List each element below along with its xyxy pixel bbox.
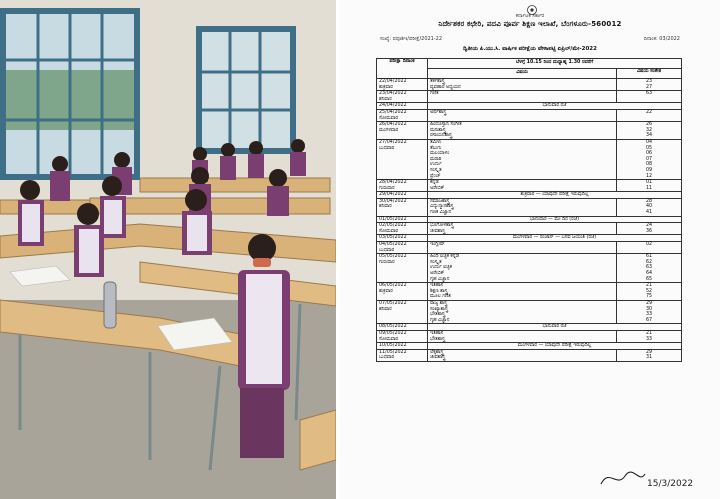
exam-date-cell [377,216,428,223]
exam-date-cell [377,139,428,179]
subject-name: ತಮಿಳು [430,139,442,145]
exam-date-cell [377,223,428,235]
signature [595,462,705,492]
exam-day: ಶುಕ್ರವಾರ [379,288,393,294]
exam-date-cell [377,122,428,140]
exam-day: ಗುರುವಾರ [379,185,395,191]
subject-code: 06 [645,151,653,157]
exam-day: ಸೋಮವಾರ [379,115,399,121]
header-time: ಬೆಳಗ್ಗೆ 10.15 ರಿಂದ ಮಧ್ಯಾಹ್ನ 1.30 ರವರೆಗೆ [428,59,682,69]
classroom-illustration [0,0,336,499]
subject-code: 62 [645,259,653,265]
code-cell [617,223,682,235]
table-row [377,79,682,91]
subject-code: 61 [645,254,653,260]
exam-date-cell [377,235,428,242]
exam-date: 22/04/2022 [379,79,407,84]
reference-date: ದಿನಾಂಕ: 03/2022 [643,36,680,42]
table-row [377,283,682,301]
table-row [377,330,682,342]
exam-date: 01/05/2022 [379,216,407,222]
subject-cell [428,283,617,301]
subject-code: 40 [645,204,653,210]
subject-name: ಗೃಹ ವಿಜ್ಞಾನ [430,317,450,323]
exam-date-cell [377,330,428,342]
subject-name: ಗಣಿತ [430,91,439,97]
exam-date-cell [377,103,428,110]
subject-code: 07 [645,156,653,162]
subject-name: ಮೂಲ ಗಣಿತ [430,294,451,300]
subject-code: 29 [645,300,653,306]
subject-cell [428,139,617,179]
subject-code: 75 [645,294,653,300]
exam-date: 05/05/2022 [379,254,407,260]
exam-day: ಶನಿವಾರ [379,306,392,312]
code-cell [617,180,682,192]
exam-date: 23/04/2022 [379,91,407,97]
subject-name: ಅರೇಬಿಕ್ [430,185,445,191]
exam-date: 27/04/2022 [379,139,407,145]
subject-code: 52 [645,288,653,294]
subject-name: ರಸಾಯನಶಾಸ್ತ್ರ [430,133,453,139]
table-row [377,349,682,361]
exam-date: 07/05/2022 [379,300,407,306]
subject-cell [428,122,617,140]
subject-code: 09 [645,167,653,173]
exam-date-cell [377,198,428,216]
subject-code: 05 [645,145,653,151]
exam-date-cell [377,79,428,91]
subject-name: ತೆಲುಗು [430,145,442,151]
subject-code: 02 [645,242,653,248]
code-cell [617,330,682,342]
exam-day: ಸೋಮವಾರ [379,228,399,234]
exam-date: 04/05/2022 [379,242,407,248]
subject-code: 04 [645,139,653,145]
water-bottle [104,282,116,328]
table-row [377,242,682,254]
exam-date: 25/04/2022 [379,109,407,115]
exam-date: 30/04/2022 [379,198,407,204]
subject-code: 36 [645,228,653,234]
exam-date: 11/05/2022 [379,349,407,355]
exam-day: ಶನಿವಾರ [379,204,392,210]
subject-name: ಉರ್ದು ಐಚ್ಛಿಕ [430,265,452,271]
subject-code: 30 [645,306,653,312]
subject-name: ಉರ್ದು [430,162,442,168]
exam-date-cell [377,300,428,323]
subject-name: ಹಿಂದೂಸ್ತಾನಿ ಸಂಗೀತ [430,122,462,128]
subject-name: ಶಿಕ್ಷಣ ಶಾಸ್ತ್ರ [430,288,448,294]
holiday-note: ಭಾನುವಾರ — ಮೇ ದಿನ (ರಜೆ) [428,216,682,223]
subject-name: ಕನ್ನಡ [430,180,439,186]
exam-date-cell [377,254,428,283]
table-row [377,254,682,283]
subject-cell [428,330,617,342]
exam-date: 10/05/2022 [379,343,407,349]
subject-code: 28 [645,198,653,204]
subject-code: 65 [645,276,653,282]
exam-date-cell [377,109,428,121]
subject-name: ಫ್ರೆಂಚ್ [430,173,441,179]
subject-code: 23 [645,79,653,84]
subject-name: ಸಮಾಜಶಾಸ್ತ್ರ [430,198,450,204]
subject-name: ಮರಾಠಿ [430,156,442,162]
subject-name: ಇತಿಹಾಸ [430,283,444,289]
subject-code: 01 [645,180,653,186]
subject-name: ಸಂಸ್ಕೃತ [430,259,442,265]
subject-name: ಗೃಹ ವಿಜ್ಞಾನ [430,276,450,282]
code-cell [617,300,682,323]
code-cell [617,283,682,301]
exam-date-cell [377,343,428,350]
table-row [377,324,682,331]
subject-name: ಜೀವಶಾಸ್ತ್ರ [430,228,446,234]
table-row [377,300,682,323]
exam-date-cell [377,242,428,254]
exam-date: 09/05/2022 [379,330,407,336]
subject-code: 31 [645,355,653,361]
table-row [377,109,682,121]
code-cell [617,254,682,283]
exam-day: ಮಂಗಳವಾರ [379,127,399,133]
exam-date: 06/05/2022 [379,283,407,289]
subject-name: ಜೀವಶಾಸ್ತ್ರ [430,355,446,361]
subject-name: ಅರ್ಥಶಾಸ್ತ್ರ [430,109,447,115]
subject-name: ಭೌತಶಾಸ್ತ್ರ [430,336,446,342]
code-cell [617,122,682,140]
holiday-note: ಶುಕ್ರವಾರ — ಯಾವುದೇ ಪರೀಕ್ಷೆ ಇರುವುದಿಲ್ಲ [428,192,682,199]
exam-date: 02/05/2022 [379,223,407,229]
subject-name: ಸಂಸ್ಕೃತ [430,167,442,173]
timetable-table [376,58,682,362]
subject-name: ಹಿಂದಿ ಐಚ್ಛಿಕ ಕನ್ನಡ [430,254,459,260]
timetable-title: ದ್ವಿತೀಯ ಪಿ.ಯು.ಸಿ. ವಾರ್ಷಿಕ ಪರೀಕ್ಷೆಯ ವೇಳಾಪಟ್ಟಿ ಏಪ್ರಿಲ್/ಮೇ-2022 [463,46,597,52]
subject-cell [428,79,617,91]
subject-cell [428,223,617,235]
exam-hall-photo [0,0,336,499]
window-right [196,26,296,154]
subject-name: ತರ್ಕಶಾಸ್ತ್ರ [430,79,445,84]
exam-date-cell [377,349,428,361]
holiday-note: ಭಾನುವಾರ ರಜೆ [428,324,682,331]
subject-name: ಮಲಯಾಳಂ [430,151,450,157]
subject-name: ಮನಃಶಾಸ್ತ್ರ [430,127,446,133]
subject-name: ವಿದ್ಯುನ್ಮಾನಶಾಸ್ತ್ರ [430,204,454,210]
code-cell [617,79,682,91]
subject-code: 24 [645,223,653,229]
subject-code: 33 [645,336,653,342]
holiday-note: ಮಂಗಳವಾರ — ರಂಜಾನ್ — ಬಸವ ಜಯಂತಿ (ರಜೆ) [428,235,682,242]
exam-date: 26/04/2022 [379,122,407,128]
subject-code: 11 [645,185,653,191]
subject-name: ಗಣಕ ವಿಜ್ಞಾನ [430,210,452,216]
subject-code: 67 [645,317,653,323]
subject-code: 27 [645,84,653,90]
exam-date-cell [377,283,428,301]
table-row [377,235,682,242]
subject-code: 64 [645,271,653,276]
subject-code: 41 [645,210,653,216]
subject-code: 26 [645,122,653,128]
exam-date: 08/05/2022 [379,324,407,330]
government-label: ಕರ್ನಾಟಕ ಸರ್ಕಾರ [515,13,545,19]
holiday-note: ಮಂಗಳವಾರ — ಯಾವುದೇ ಪರೀಕ್ಷೆ ಇರುವುದಿಲ್ಲ [428,343,682,350]
exam-day: ಬುಧವಾರ [379,247,395,253]
subject-code: 21 [645,283,653,289]
subject-cell [428,254,617,283]
subject-name: ಸಂಖ್ಯಾಶಾಸ್ತ್ರ [430,306,448,312]
table-row [377,139,682,179]
subject-code: 34 [645,133,653,139]
subject-cell [428,242,617,254]
subject-name: ಇತಿಹಾಸ [430,330,444,336]
header-code: ವಿಷಯ ಸಂಕೇತ [617,69,682,79]
table-row [377,198,682,216]
subject-code: 12 [645,173,653,179]
signature-date: 15/3/2022 [647,479,694,489]
subject-code: 21 [645,330,653,336]
subject-name: ಲೆಕ್ಕಶಾಸ್ತ್ರ [430,349,444,355]
code-cell [617,139,682,179]
table-row [377,192,682,199]
table-row [377,180,682,192]
subject-code: 08 [645,162,653,168]
exam-day: ಗುರುವಾರ [379,259,395,265]
code-cell [617,91,682,103]
subject-name: ಅರೇಬಿಕ್ [430,271,445,276]
subject-cell [428,180,617,192]
subject-code: 63 [645,265,653,271]
exam-date: 29/04/2022 [379,192,407,198]
subject-name: ರಾಜ್ಯ ಶಾಸ್ತ್ರ [430,300,448,306]
subject-code: 22 [645,109,653,115]
exam-day: ಸೋಮವಾರ [379,336,399,342]
exam-date-cell [377,91,428,103]
exam-day: ಶುಕ್ರವಾರ [379,84,393,90]
subject-code: 33 [645,312,653,318]
subject-cell [428,349,617,361]
table-row [377,343,682,350]
subject-cell [428,198,617,216]
subject-cell [428,300,617,323]
exam-day: ಶನಿವಾರ [379,96,392,102]
exam-date-cell [377,324,428,331]
table-row [377,91,682,103]
reference-number: ಸಂಖ್ಯೆ: ಪಪೂಶಿಇ/ಪರೀಕ್ಷೆ/2021-22 [380,36,443,42]
subject-code: 63 [645,91,653,97]
header-subject: ವಿಷಯ [428,69,617,79]
exam-date: 28/04/2022 [379,180,407,186]
exam-date-cell [377,192,428,199]
subject-name: ಭೂಗೋಳಶಾಸ್ತ್ರ [430,223,454,229]
subject-name: ಇಂಗ್ಲೀಷ್ [430,242,445,248]
subject-cell [428,91,617,103]
exam-day: ಬುಧವಾರ [379,355,395,361]
header-date: ಪರೀಕ್ಷಾ ದಿನಾಂಕ [377,59,428,79]
subject-code: 32 [645,127,653,133]
exam-date: 24/04/2022 [379,103,407,109]
exam-day: ಬುಧವಾರ [379,145,395,151]
subject-code: 29 [645,349,653,355]
holiday-note: ಭಾನುವಾರ ರಜೆ [428,103,682,110]
subject-name: ವ್ಯವಹಾರ ಅಧ್ಯಯನ [430,84,461,90]
exam-date: 03/05/2022 [379,235,407,241]
table-row [377,223,682,235]
subject-name: ಭೌತಶಾಸ್ತ್ರ [430,312,446,318]
subject-cell [428,109,617,121]
table-row [377,122,682,140]
table-row [377,103,682,110]
code-cell [617,109,682,121]
code-cell [617,349,682,361]
exam-timetable-document [340,0,720,499]
code-cell [617,242,682,254]
table-row [377,216,682,223]
exam-date-cell [377,180,428,192]
office-title: ನಿರ್ದೇಶಕರ ಕಛೇರಿ, ಪದವಿ ಪೂರ್ವ ಶಿಕ್ಷಣ ಇಲಾಖೆ, ಬೆಂಗಳೂರು-560012 [438,20,622,28]
code-cell [617,198,682,216]
